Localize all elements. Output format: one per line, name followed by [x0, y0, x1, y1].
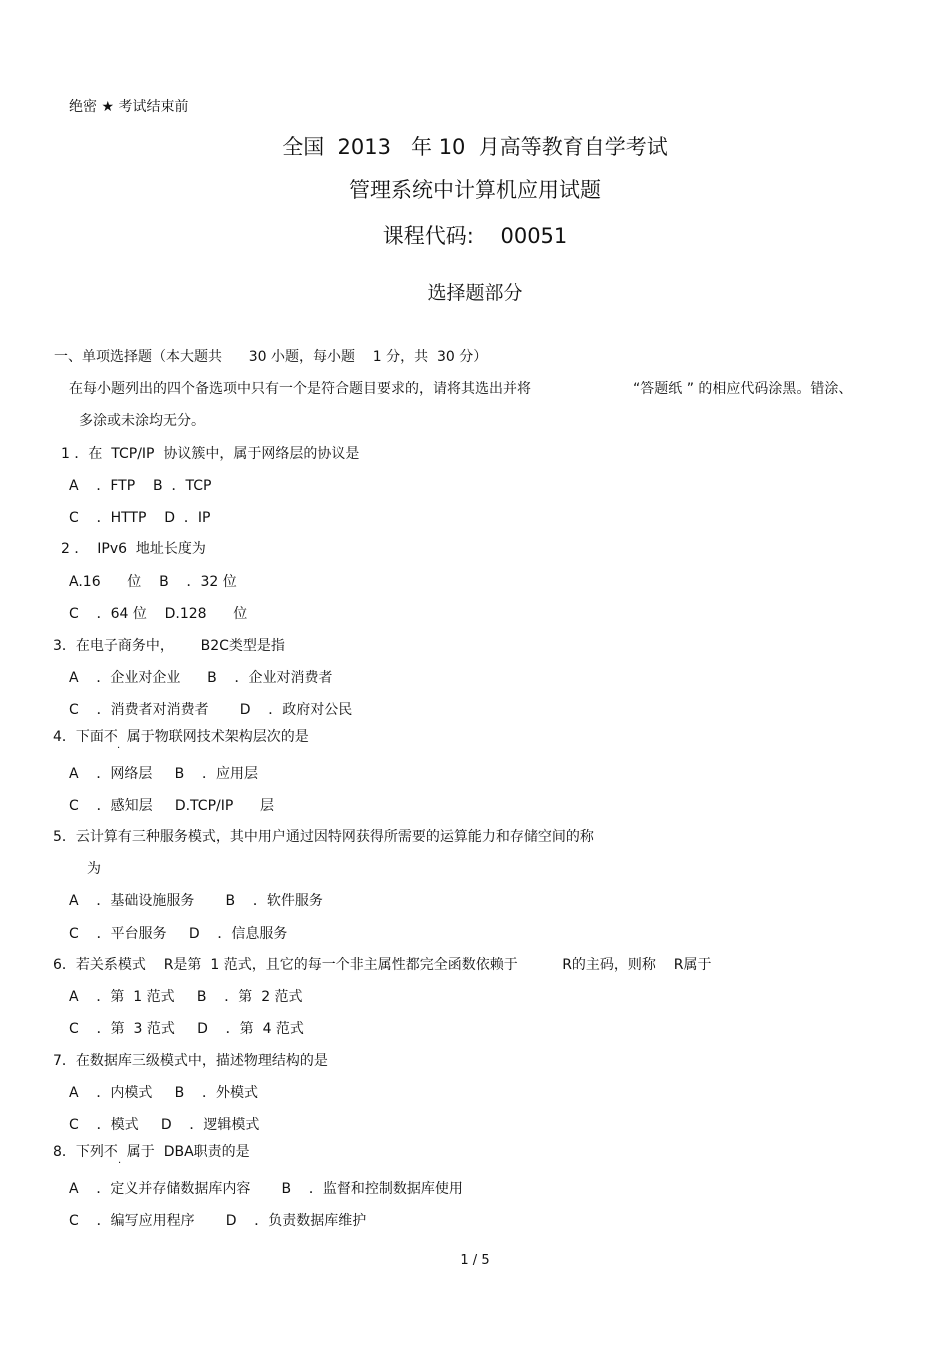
question-stem: 8．下列不 属于 DBA职责的是 — [53, 1144, 250, 1160]
part-title: 选择题部分 — [427, 282, 523, 304]
question-options-ab: A ．基础设施服务 B ．软件服务 — [69, 893, 323, 909]
question-options-cd: C ．64 位 D.128 位 — [69, 606, 248, 622]
question-stem: 7．在数据库三级模式中，描述物理结构的是 — [53, 1053, 328, 1069]
page-number: 1 / 5 — [460, 1253, 490, 1268]
course-code: 课程代码: 00051 — [382, 224, 568, 248]
exam-subject: 管理系统中计算机应用试题 — [349, 178, 601, 202]
instruction-line-1: 在每小题列出的四个备选项中只有一个是符合题目要求的，请将其选出并将 — [69, 381, 531, 397]
question-options-cd: C ．第 3 范式 D ．第 4 范式 — [69, 1021, 304, 1037]
question-options-cd: C ．模式 D ．逻辑模式 — [69, 1117, 260, 1133]
question-options-cd: C ．编写应用程序 D ．负责数据库维护 — [69, 1213, 367, 1229]
section-heading: 一、单项选择题（本大题共 30 小题，每小题 1 分，共 30 分） — [54, 349, 488, 365]
question-options-ab: A ．企业对企业 B ．企业对消费者 — [69, 670, 333, 686]
question-options-cd: C ．HTTP D ．IP — [69, 510, 211, 526]
question-options-ab: A ．网络层 B ．应用层 — [69, 766, 259, 782]
question-stem: 4．下面不 属于物联网技术架构层次的是 — [53, 729, 309, 745]
question-options-cd: C ．平台服务 D ．信息服务 — [69, 926, 288, 942]
question-options-ab: A ．定义并存储数据库内容 B ．监督和控制数据库使用 — [69, 1181, 463, 1197]
emphasis-dot: · — [118, 1158, 122, 1169]
question-options-cd: C ．感知层 D.TCP/IP 层 — [69, 798, 274, 814]
instruction-quote: “答题纸 ” 的相应代码涂黑。错涂、 — [633, 381, 853, 397]
question-stem: 1 ．在 TCP/IP 协议簇中，属于网络层的协议是 — [61, 446, 360, 462]
question-stem: 3．在电子商务中， B2C类型是指 — [53, 638, 285, 654]
emphasis-dot: · — [117, 743, 121, 754]
question-options-cd: C ．消费者对消费者 D ．政府对公民 — [69, 702, 353, 718]
question-stem: 6．若关系模式 R是第 1 范式，且它的每一个非主属性都完全函数依赖于 R的主码，则称 R属于 — [53, 957, 712, 973]
question-options-ab: A ．FTP B ．TCP — [69, 478, 212, 494]
exam-title: 全国 2013 年 10 月高等教育自学考试 — [282, 135, 668, 159]
question-options-ab: A ．内模式 B ．外模式 — [69, 1085, 259, 1101]
question-stem-continued: 为 — [87, 861, 101, 877]
question-stem: 5．云计算有三种服务模式，其中用户通过因特网获得所需要的运算能力和存储空间的称 — [53, 829, 594, 845]
instruction-line-2: 多涂或未涂均无分。 — [79, 413, 205, 429]
question-options-ab: A.16 位 B ．32 位 — [69, 574, 237, 590]
question-stem: 2 ． IPv6 地址长度为 — [61, 541, 206, 557]
secret-mark: 绝密 ★ 考试结束前 — [69, 99, 189, 115]
question-options-ab: A ．第 1 范式 B ．第 2 范式 — [69, 989, 303, 1005]
